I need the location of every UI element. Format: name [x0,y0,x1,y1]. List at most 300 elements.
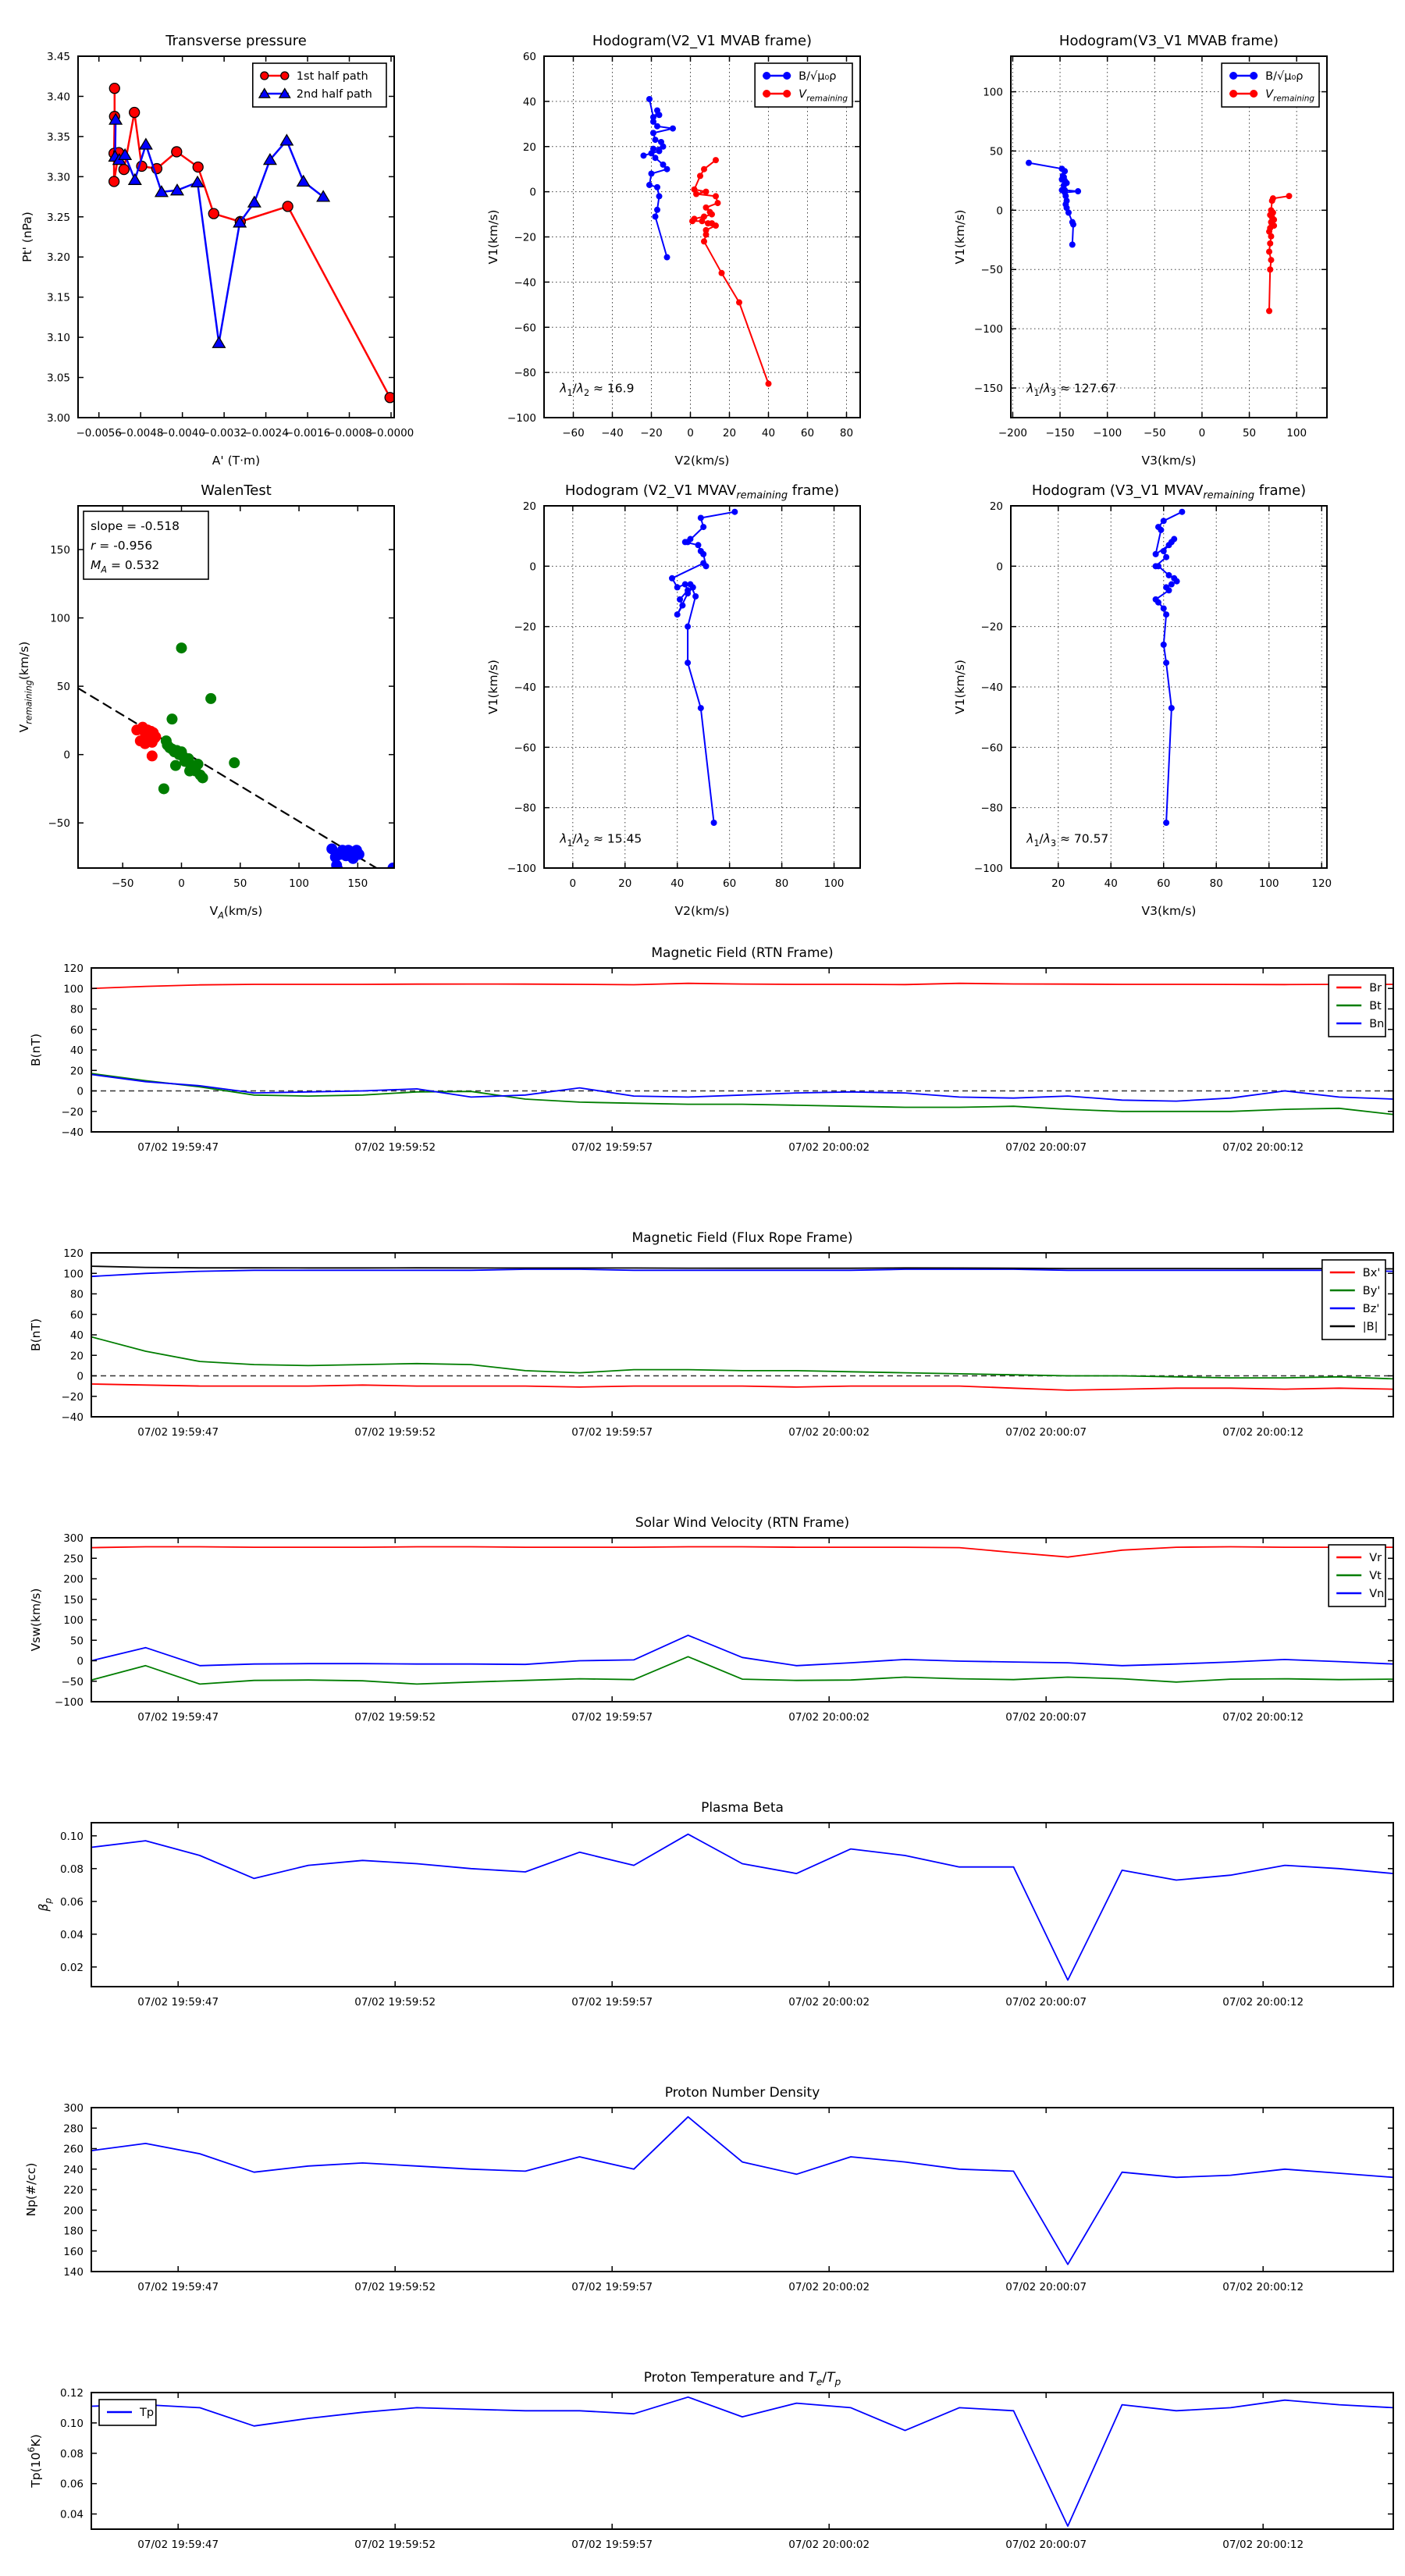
y-tick-label: 0.08 [59,1863,84,1876]
y-tick-label: −20 [980,621,1003,634]
y-tick-label: 120 [63,1247,84,1260]
x-tick-label: 07/02 19:59:57 [571,2281,653,2293]
circle-marker [656,148,663,155]
circle-marker [715,200,721,206]
circle-marker [670,126,676,132]
y-axis-label: Vsw(km/s) [29,1588,43,1652]
y-tick-label: 0 [76,1085,84,1098]
circle-marker [689,218,695,224]
circle-marker [193,162,203,172]
circle-marker [1174,578,1180,585]
circle-marker [1155,600,1161,606]
circle-marker [701,238,707,244]
chart-title: Hodogram (V3_V1 $MVAV_{remaining}$ frame) [1031,482,1307,502]
y-tick-label: −40 [980,681,1003,694]
chart-title: Proton Temperature and $T_e/T_p$ [643,2370,841,2388]
info-box [84,511,208,579]
circle-marker [697,173,703,179]
x-tick-label: 07/02 19:59:47 [137,2539,219,2551]
y-tick-label: 100 [63,1614,84,1627]
y-tick-label: 0 [529,186,536,199]
y-tick-label: 100 [63,983,84,996]
circle-marker [1179,509,1185,515]
circle-marker [1229,90,1237,98]
circle-marker [1161,642,1167,648]
circle-marker [685,590,691,596]
annotation: $\lambda_1/\lambda_3 \approx 70.57$ [1026,831,1109,849]
x-tick-label: 80 [1209,877,1223,890]
x-tick-label: 07/02 19:59:52 [354,1711,436,1724]
circle-marker [713,157,719,163]
legend-label: Bt [1369,1000,1382,1012]
circle-marker [654,184,660,190]
x-tick-label: 07/02 20:00:02 [788,1711,870,1724]
circle-marker [653,213,659,219]
x-tick-label: 07/02 20:00:07 [1005,1426,1087,1439]
x-tick-label: 07/02 19:59:47 [137,1996,219,2008]
circle-marker [1070,222,1076,228]
y-tick-label: 0 [76,1655,84,1668]
circle-marker [261,72,269,80]
y-tick-label: 3.00 [46,412,70,425]
circle-marker [1163,554,1169,560]
legend [755,63,852,107]
x-tick-label: 100 [1286,427,1307,439]
circle-marker [1168,705,1175,711]
x-tick-label: 07/02 20:00:12 [1222,1141,1304,1154]
circle-marker [1171,536,1177,543]
chart-title: Solar Wind Velocity (RTN Frame) [635,1515,850,1531]
circle-marker [700,551,706,557]
circle-marker [692,593,699,600]
x-tick-label: 07/02 19:59:57 [571,1996,653,2008]
circle-marker [166,713,177,724]
y-tick-label: 0.06 [59,2478,84,2491]
y-tick-label: 300 [63,2102,84,2115]
x-tick-label: 07/02 20:00:12 [1222,1426,1304,1439]
x-tick-label: 0 [569,877,577,890]
y-tick-label: 280 [63,2122,84,2136]
x-tick-label: −100 [1093,427,1122,439]
circle-marker [1250,72,1257,80]
x-tick-label: −0.0000 [368,427,414,439]
circle-marker [695,542,701,548]
y-tick-label: 60 [522,51,536,63]
circle-marker [641,152,647,158]
circle-marker [679,603,685,609]
x-tick-label: 07/02 20:00:02 [788,2281,870,2293]
x-tick-label: 07/02 20:00:02 [788,1996,870,2008]
circle-marker [783,90,791,98]
y-tick-label: −150 [973,382,1003,396]
y-tick-label: 100 [50,612,70,625]
circle-marker [1166,587,1172,593]
x-tick-label: 60 [800,427,815,439]
y-tick-label: −40 [61,1126,84,1139]
y-tick-label: 0.02 [59,1961,84,1974]
circle-marker [713,222,719,229]
y-tick-label: −100 [507,412,536,425]
x-tick-label: −20 [640,427,663,439]
chart-title: Hodogram(V3_V1 MVAB frame) [1058,33,1279,49]
y-tick-label: 3.15 [46,291,70,304]
circle-marker [1155,563,1161,569]
legend [1329,975,1385,1037]
x-tick-label: 07/02 19:59:47 [137,2281,219,2293]
x-tick-label: 07/02 19:59:52 [354,1996,436,2008]
legend [253,63,386,107]
legend-label: $V_{remaining}$ [799,88,848,104]
y-tick-label: 240 [63,2163,84,2176]
y-axis-label: V1(km/s) [486,209,500,265]
circle-marker [649,170,655,176]
x-tick-label: 40 [1104,877,1118,890]
circle-marker [147,750,158,761]
circle-marker [1268,233,1274,240]
chart-title: Hodogram (V2_V1 $MVAV_{remaining}$ frame) [564,482,840,502]
legend-label: Bx' [1362,1267,1381,1279]
circle-marker [1166,572,1172,578]
y-tick-label: −20 [514,621,536,634]
y-tick-label: −20 [514,231,536,244]
x-tick-label: 07/02 19:59:47 [137,1141,219,1154]
y-axis-label: B(nT) [29,1033,43,1067]
y-tick-label: −60 [980,742,1003,755]
x-tick-label: 07/02 20:00:07 [1005,2539,1087,2551]
y-tick-label: 80 [69,1288,84,1301]
x-tick-label: 07/02 20:00:07 [1005,1996,1087,2008]
legend-label: 1st half path [296,70,368,83]
x-tick-label: −0.0040 [159,427,205,439]
y-tick-label: 3.25 [46,211,70,224]
y-tick-label: −50 [61,1675,84,1688]
y-tick-label: −20 [61,1390,84,1404]
circle-marker [687,536,693,543]
circle-marker [197,772,208,783]
x-tick-label: −0.0032 [201,427,247,439]
x-tick-label: −150 [1045,427,1075,439]
y-tick-label: 40 [69,1044,84,1057]
y-tick-label: −80 [514,367,536,380]
y-tick-label: 20 [522,141,536,154]
x-tick-label: 07/02 19:59:52 [354,1426,436,1439]
y-tick-label: 100 [983,86,1003,99]
legend-label: 2nd half path [296,88,372,101]
circle-marker [109,176,119,187]
circle-marker [176,642,187,653]
y-tick-label: 3.05 [46,372,70,385]
y-tick-label: 180 [63,2225,84,2238]
y-tick-label: 260 [63,2143,84,2156]
legend [99,2400,156,2425]
x-axis-label: V2(km/s) [674,904,730,918]
circle-marker [711,820,717,826]
x-tick-label: 0 [178,877,185,890]
x-tick-label: 120 [1311,877,1332,890]
y-tick-label: 3.20 [46,251,70,265]
y-tick-label: 0.10 [59,2417,84,2430]
circle-marker [664,254,670,261]
circle-marker [654,207,660,213]
y-tick-label: −80 [514,802,536,815]
x-tick-label: −40 [601,427,624,439]
x-tick-label: 07/02 20:00:12 [1222,2281,1304,2293]
circle-marker [699,218,706,224]
circle-marker [1065,209,1072,215]
circle-marker [682,539,688,545]
y-tick-label: 50 [989,145,1003,158]
x-tick-label: 07/02 19:59:52 [354,2281,436,2293]
legend [1222,63,1319,107]
y-axis-label: V1(km/s) [486,660,500,714]
y-tick-label: 0.08 [59,2447,84,2460]
x-tick-label: 07/02 19:59:52 [354,2539,436,2551]
circle-marker [1269,197,1275,204]
x-tick-label: −200 [998,427,1027,439]
circle-marker [687,582,693,588]
y-tick-label: 50 [69,1635,84,1648]
x-tick-label: −0.0024 [243,427,289,439]
y-tick-label: −50 [48,817,70,831]
y-tick-label: 60 [69,1308,84,1322]
x-tick-label: 40 [670,877,685,890]
circle-marker [170,760,181,771]
y-tick-label: 100 [63,1268,84,1281]
circle-marker [685,660,691,666]
y-tick-label: 300 [63,1532,84,1545]
x-tick-label: 07/02 19:59:57 [571,1426,653,1439]
y-tick-label: 220 [63,2184,84,2197]
circle-marker [172,147,182,157]
circle-marker [700,560,706,566]
circle-marker [1075,188,1081,194]
x-tick-label: 07/02 20:00:07 [1005,1141,1087,1154]
y-tick-label: 40 [69,1329,84,1342]
circle-marker [654,107,660,113]
y-tick-label: 0.04 [59,2508,84,2521]
x-tick-label: 07/02 20:00:07 [1005,1711,1087,1724]
x-axis-label: $V_A(km/s)$ [209,904,263,921]
y-axis-label: Pt' (nPa) [20,212,34,262]
chart-title: Magnetic Field (Flux Rope Frame) [631,1230,853,1246]
chart-title: Transverse pressure [165,33,307,49]
circle-marker [677,596,683,603]
y-axis-label: $Tp(10^6K)$ [27,2434,43,2488]
info-line: $M_A = 0.532$ [91,558,160,575]
y-axis-label: $V_{remaining}(km/s)$ [17,641,34,733]
x-axis-label: V3(km/s) [1141,904,1197,918]
y-tick-label: 150 [50,544,70,557]
circle-marker [1161,605,1167,611]
y-axis-label: $\beta_p$ [37,1898,54,1912]
legend-label: Vr [1369,1552,1382,1564]
legend-label: Vt [1369,1570,1382,1582]
y-axis-label: V1(km/s) [953,660,967,714]
circle-marker [646,182,653,188]
x-tick-label: 100 [289,877,309,890]
x-tick-label: 07/02 20:00:02 [788,1141,870,1154]
y-tick-label: 80 [69,1003,84,1016]
y-tick-label: 200 [63,2204,84,2218]
y-tick-label: 0.06 [59,1895,84,1909]
x-tick-label: 50 [1242,427,1257,439]
legend-label: By' [1362,1285,1381,1297]
x-tick-label: −0.0016 [284,427,331,439]
y-tick-label: −100 [54,1696,84,1709]
circle-marker [719,270,725,276]
circle-marker [703,189,710,195]
circle-marker [1267,240,1273,247]
chart-title: Proton Number Density [664,2085,820,2101]
x-tick-label: 07/02 20:00:02 [788,2539,870,2551]
x-tick-label: 07/02 20:00:12 [1222,1711,1304,1724]
circle-marker [1026,160,1032,166]
circle-marker [1163,820,1169,826]
circle-marker [700,524,706,530]
circle-marker [1268,257,1274,263]
circle-marker [1250,90,1257,98]
x-tick-label: −50 [1144,427,1166,439]
circle-marker [783,72,791,80]
x-tick-label: 0 [687,427,694,439]
x-tick-label: 60 [723,877,737,890]
circle-marker [1266,248,1272,254]
y-tick-label: 0.12 [59,2387,84,2400]
x-tick-label: 100 [823,877,845,890]
circle-marker [736,299,742,305]
circle-marker [701,166,707,173]
circle-marker [189,763,200,774]
info-line: r = -0.956 [91,539,153,553]
legend [1322,1260,1385,1340]
x-tick-label: 100 [1258,877,1279,890]
circle-marker [1153,551,1159,557]
info-line: slope = -0.518 [91,519,180,533]
x-tick-label: 07/02 20:00:12 [1222,1996,1304,2008]
circle-marker [1161,518,1167,524]
x-tick-label: 20 [618,877,632,890]
y-tick-label: 20 [69,1350,84,1363]
y-tick-label: −20 [61,1105,84,1119]
y-tick-label: −60 [514,742,536,755]
y-tick-label: −40 [514,681,536,694]
x-tick-label: 150 [347,877,368,890]
circle-marker [698,514,704,521]
y-tick-label: −80 [980,802,1003,815]
circle-marker [140,738,151,749]
y-tick-label: 3.40 [46,91,70,104]
chart-title: WalenTest [201,482,272,499]
circle-marker [1266,308,1272,314]
y-tick-label: 40 [522,95,536,109]
legend [1329,1545,1385,1606]
y-tick-label: 140 [63,2266,84,2279]
circle-marker [119,165,129,175]
circle-marker [653,137,659,143]
circle-marker [281,72,289,80]
circle-marker [763,72,770,80]
chart-title: Hodogram(V2_V1 MVAB frame) [592,33,813,49]
y-tick-label: 3.45 [46,51,70,63]
y-tick-label: 150 [63,1593,84,1606]
chart-title: Magnetic Field (RTN Frame) [651,945,834,961]
circle-marker [1229,72,1237,80]
x-tick-label: 40 [761,427,776,439]
circle-marker [1163,660,1169,666]
x-axis-label: A' (T·m) [212,454,261,468]
x-tick-label: −60 [562,427,585,439]
y-tick-label: 0 [996,205,1003,218]
circle-marker [1161,548,1167,554]
y-tick-label: 3.30 [46,171,70,184]
annotation: $\lambda_1/\lambda_2 \approx 16.9$ [560,381,635,399]
circle-marker [1168,582,1175,588]
y-tick-label: 60 [69,1023,84,1037]
circle-marker [709,212,715,218]
y-tick-label: 0 [529,560,536,574]
annotation: $\lambda_1/\lambda_2 \approx 15.45$ [560,831,642,849]
annotation: $\lambda_1/\lambda_3 \approx 127.67$ [1026,381,1117,399]
y-tick-label: −100 [973,323,1003,336]
x-tick-label: 07/02 20:00:07 [1005,2281,1087,2293]
y-tick-label: 200 [63,1573,84,1586]
y-tick-label: 0 [996,560,1003,574]
circle-marker [693,191,699,197]
circle-marker [685,624,691,630]
x-tick-label: 07/02 19:59:47 [137,1426,219,1439]
circle-marker [130,108,140,118]
y-axis-label: V1(km/s) [953,209,967,265]
legend-label: Br [1369,982,1382,994]
x-tick-label: 07/02 20:00:02 [788,1426,870,1439]
circle-marker [283,201,293,212]
circle-marker [703,232,710,238]
x-tick-label: 07/02 19:59:47 [137,1711,219,1724]
legend-label: B/√μ₀ρ [1265,70,1304,83]
circle-marker [1069,241,1076,247]
circle-marker [158,783,169,794]
x-tick-label: 07/02 19:59:57 [571,1711,653,1724]
circle-marker [1267,266,1273,272]
circle-marker [674,611,681,617]
circle-marker [1163,611,1169,617]
circle-marker [1286,193,1292,199]
circle-marker [180,756,190,767]
circle-marker [646,96,653,102]
y-tick-label: 3.10 [46,332,70,345]
circle-marker [229,757,240,768]
x-tick-label: −0.0056 [76,427,123,439]
x-tick-label: −0.0008 [326,427,372,439]
x-tick-label: 50 [233,877,247,890]
legend-label: |B| [1362,1321,1378,1333]
circle-marker [650,130,656,136]
x-tick-label: 80 [774,877,789,890]
circle-marker [664,166,670,173]
circle-marker [654,123,660,130]
y-tick-label: 0 [76,1370,84,1383]
circle-marker [674,584,681,590]
legend-label: $V_{remaining}$ [1265,88,1315,104]
y-tick-label: 20 [522,500,536,513]
x-tick-label: 80 [839,427,854,439]
legend-label: B/√μ₀ρ [799,70,837,83]
y-axis-label: B(nT) [29,1318,43,1352]
circle-marker [150,731,161,742]
x-tick-label: 0 [1198,427,1206,439]
circle-marker [354,849,365,859]
y-tick-label: −40 [61,1411,84,1424]
